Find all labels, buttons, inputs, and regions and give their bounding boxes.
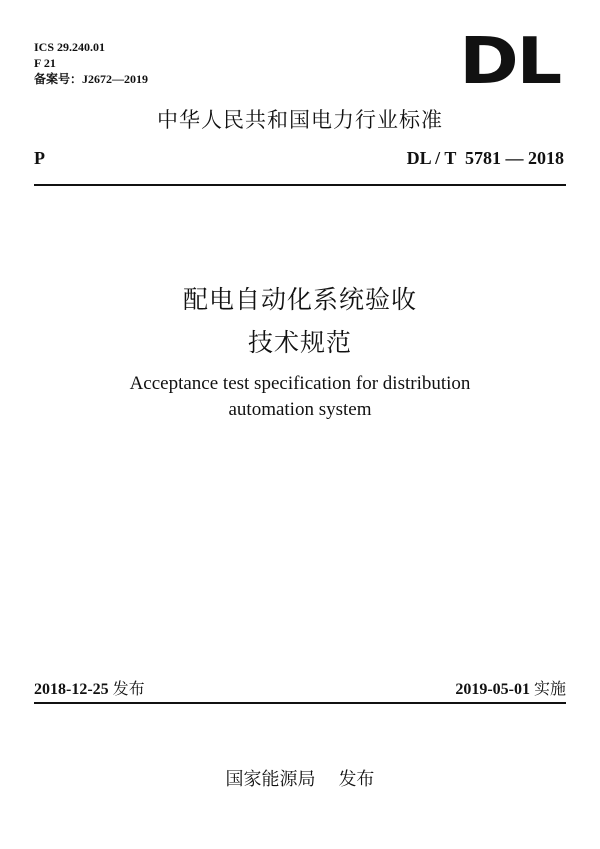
standard-code: DL / T 5781 — 2018 [406, 148, 564, 168]
issue-date: 2018-12-25 [34, 681, 109, 698]
title-cn-line1: 配电自动化系统验收 [182, 285, 417, 314]
issue-date-block [34, 676, 145, 699]
top-divider [34, 184, 566, 186]
ics-code: ICS 29.240.01 [34, 40, 106, 54]
publisher-name: 国家能源局 [225, 769, 316, 790]
title-cn-line2: 技术规范 [247, 328, 352, 357]
implementation-date: 2019-05-01 [455, 681, 530, 698]
implementation-label: 实施 [533, 679, 566, 698]
industry-standard-heading: 中华人民共和国电力行业标准 [157, 108, 443, 132]
issue-label: 发布 [112, 679, 145, 698]
filing-number: 备案号：J2672—2019 [34, 72, 149, 86]
publisher-action: 发布 [338, 769, 375, 790]
publisher-block [0, 765, 600, 791]
category-code: P [34, 148, 45, 168]
ccs-code: F 21 [34, 56, 56, 70]
implementation-date-block [455, 676, 566, 699]
title-en-line1: Acceptance test specification for distribution [129, 373, 471, 394]
bottom-divider [34, 702, 566, 704]
title-en-line2: automation system [228, 399, 372, 420]
dl-logo: DL [459, 25, 560, 99]
